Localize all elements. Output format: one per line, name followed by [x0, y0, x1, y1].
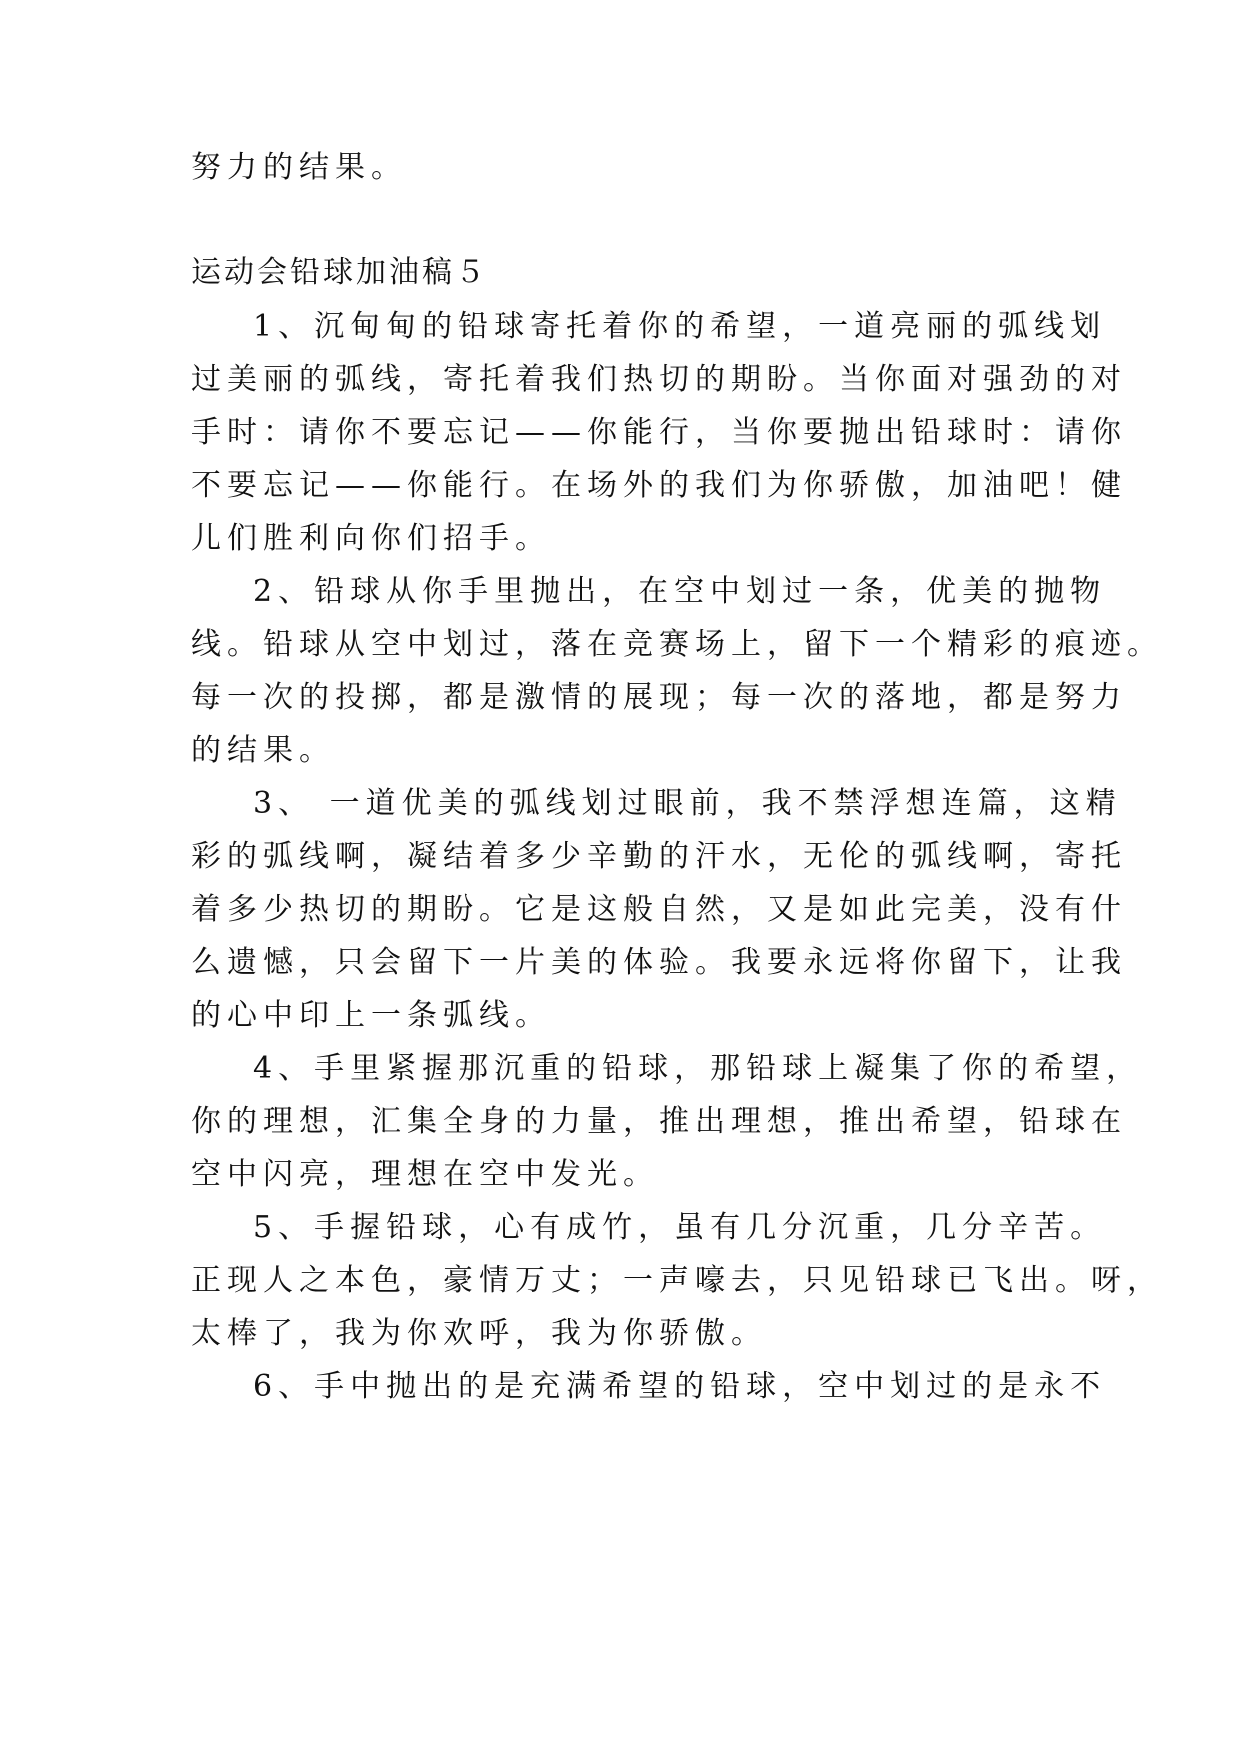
paragraph-line: 的心中印上一条弧线。	[191, 998, 551, 1033]
paragraph-line: 手时：请你不要忘记——你能行，当你要抛出铅球时：请你	[191, 415, 1127, 450]
paragraph-line: 正现人之本色，豪情万丈；一声嚎去，只见铅球已飞出。呀，	[191, 1263, 1163, 1298]
paragraph-line: 6、手中抛出的是充满希望的铅球，空中划过的是永不	[253, 1369, 1107, 1404]
section-title: 运动会铅球加油稿５	[191, 255, 488, 290]
paragraph-line: 太棒了，我为你欢呼，我为你骄傲。	[191, 1316, 767, 1351]
paragraph-line: 每一次的投掷，都是激情的展现；每一次的落地，都是努力	[191, 680, 1127, 715]
paragraph-line: 彩的弧线啊，凝结着多少辛勤的汗水，无伦的弧线啊，寄托	[191, 839, 1127, 874]
paragraph-line: 5、手握铅球，心有成竹，虽有几分沉重，几分辛苦。	[253, 1210, 1107, 1245]
paragraph-line: 你的理想，汇集全身的力量，推出理想，推出希望，铅球在	[191, 1104, 1127, 1139]
paragraph-line: 不要忘记——你能行。在场外的我们为你骄傲，加油吧！健	[191, 468, 1127, 503]
continuation-line: 努力的结果。	[191, 150, 407, 185]
paragraph-line: 的结果。	[191, 733, 335, 768]
paragraph-line: 1、沉甸甸的铅球寄托着你的希望，一道亮丽的弧线划	[253, 309, 1107, 344]
paragraph-line: 线。铅球从空中划过，落在竞赛场上，留下一个精彩的痕迹。	[191, 627, 1163, 662]
paragraph-line: 么遗憾，只会留下一片美的体验。我要永远将你留下，让我	[191, 945, 1127, 980]
paragraph-line: 空中闪亮，理想在空中发光。	[191, 1157, 659, 1192]
paragraph-line: 4、手里紧握那沉重的铅球，那铅球上凝集了你的希望，	[253, 1051, 1143, 1086]
paragraph-line: 3、 一道优美的弧线划过眼前，我不禁浮想连篇，这精	[253, 786, 1122, 821]
paragraph-line: 儿们胜利向你们招手。	[191, 521, 551, 556]
paragraph-line: 着多少热切的期盼。它是这般自然，又是如此完美，没有什	[191, 892, 1127, 927]
paragraph-line: 过美丽的弧线，寄托着我们热切的期盼。当你面对强劲的对	[191, 362, 1127, 397]
paragraph-line: 2、铅球从你手里抛出，在空中划过一条，优美的抛物	[253, 574, 1107, 609]
